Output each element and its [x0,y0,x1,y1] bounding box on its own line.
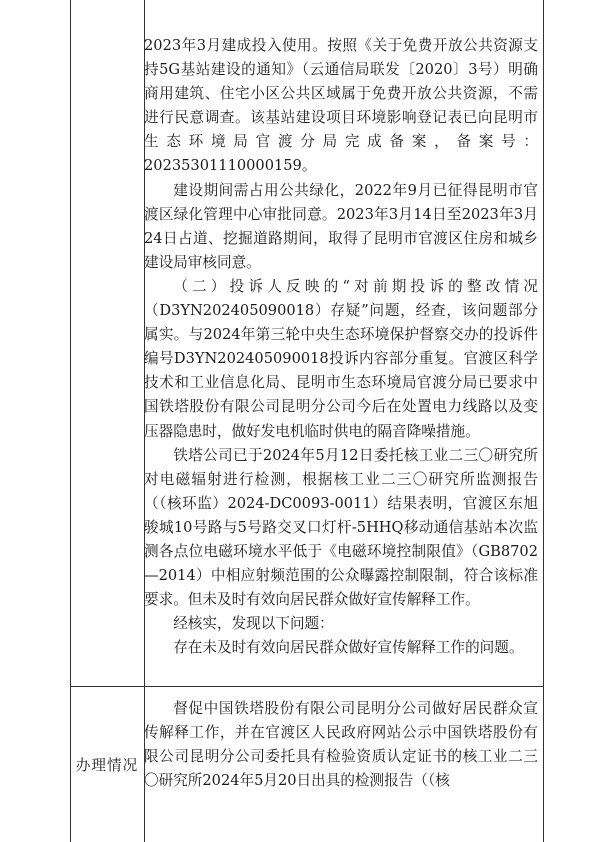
paragraph-5: 经核实，发现以下问题： [173,615,334,633]
table-right-border [543,0,544,842]
paragraph-6: 存在未及时有效向居民群众做好宣传解释工作的问题。 [173,639,524,657]
findings-cell [144,34,538,660]
handling-label: 办理情况 [75,756,139,774]
handling-paragraph: 督促中国铁塔股份有限公司昆明分公司做好居民群众宣传解释工作，并在官渡区人民政府网站公示中国铁塔股份有限公司昆明分公司委托具有检验资质认定证书的核工业二三〇研究所2024年5月20日出具的检测报告（（核 [144,700,538,790]
paragraph-3: （二）投诉人反映的“对前期投诉的整改情况（D3YN202405090018）存疑”问题，经查，该问题部分属实。与2024年第三轮中央生态环境保护督察交办的投诉件编号D3YN202405090018投诉内容部分重复。官渡区科学技术和工业信息化局、昆明市生态环境局官渡分局已要求中国铁塔股份有限公司昆明分公司今后在处置电力线路以及变压器隐患时，做好发电机临时供电的隔音降噪措施。 [144,277,538,440]
paragraph-2: 建设期间需占用公共绿化，2022年9月已征得昆明市官渡区绿化管理中心审批同意。2023年3月14日至2023年3月24日占道、挖掘道路期间，取得了昆明市官渡区住房和城乡建设局审核同意。 [144,181,538,271]
paragraph-4: 铁塔公司已于2024年5月12日委托核工业二三〇研究所对电磁辐射进行检测，根据核工业二三〇研究所监测报告（（核环监）2024-DC0093-0011）结果表明，官渡区东旭骏城10号路与5号路交叉口灯杆-5HHQ移动通信基站本次监测各点位电磁环境水平低于《电磁环境控制限值》（GB8702—2014）中相应射频范围的公众曝露控制限制，符合该标准要求。但未及时有效向居民群众做好宣传解释工作。 [144,446,538,609]
handling-label-cell [70,686,144,842]
handling-content-cell [144,697,538,793]
paragraph-1: 2023年3月建成投入使用。按照《关于免费开放公共资源支持5G基站建设的通知》（云通信局联发〔2020〕3号）明确商用建筑、住宅小区公共区域属于免费开放公共资源，不需进行民意调查。该基站建设项目环境影响登记表已向昆明市生态环境局官渡分局完成备案，备案号：20235301110000159。 [144,37,538,175]
